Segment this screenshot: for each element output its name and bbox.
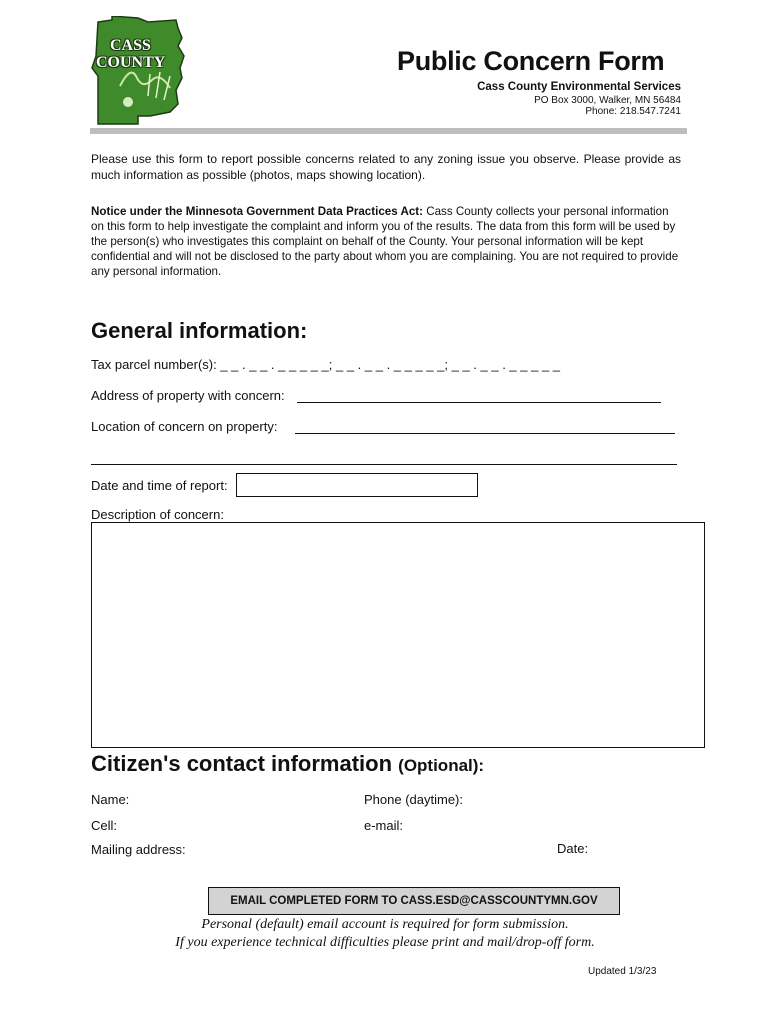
notice-body: Cass County collects your personal information on this form to help investigate the complaint and inform you of the results. The data from this form will be used by the person(s) who investigates this complaint on behalf of the County. Your personal information will be kept confidential and will not be disclosed to the party about whom you are complaining. You are not required to provide any personal information.: [91, 205, 679, 278]
description-textarea[interactable]: [91, 522, 705, 748]
general-info-heading: General information:: [91, 318, 308, 343]
date-label: Date and time of report:: [91, 478, 228, 493]
cass-county-logo: [90, 16, 185, 131]
cell-label: Cell:: [91, 818, 118, 833]
citizen-contact-heading: [91, 751, 484, 777]
tax-parcel-label: Tax parcel number(s):: [91, 357, 217, 372]
header-divider: [90, 128, 687, 134]
name-label: Name:: [91, 792, 130, 807]
location-label: Location of concern on property:: [91, 419, 278, 434]
email-label: e-mail:: [364, 818, 404, 833]
intro-paragraph: Please use this form to report possible concerns related to any zoning issue you observe. Please provide as much information as possible (photos, maps showing location).: [91, 152, 681, 182]
logo-text-cass: CASS: [110, 37, 151, 54]
logo-map-graphic: [90, 16, 185, 131]
phone-label: Phone (daytime):: [364, 792, 463, 807]
description-label: Description of concern:: [91, 507, 224, 522]
date-time-input[interactable]: [236, 473, 478, 497]
notice-heading: Notice under the Minnesota Government Data Practices Act:: [91, 205, 424, 218]
mailing-address-label: Mailing address:: [91, 842, 186, 857]
location-field[interactable]: [295, 433, 675, 434]
org-name: Cass County Environmental Services: [477, 81, 681, 93]
optional-tag: (Optional):: [398, 756, 485, 775]
address-label: Address of property with concern:: [91, 388, 285, 403]
address-field[interactable]: [297, 402, 661, 403]
form-title: Public Concern Form: [397, 46, 665, 76]
location-field-line-2[interactable]: [91, 464, 677, 465]
technical-difficulty-note: If you experience technical difficulties please print and mail/drop-off form.: [175, 935, 595, 950]
data-practices-notice: [91, 204, 681, 279]
citizen-heading-text: Citizen's contact information: [91, 751, 393, 776]
org-phone: Phone: 218.547.7241: [585, 106, 681, 117]
tax-parcel-row[interactable]: [91, 357, 560, 372]
org-address: PO Box 3000, Walker, MN 56484: [534, 95, 681, 106]
signature-date-label: Date:: [557, 841, 589, 856]
updated-date: Updated 1/3/23: [588, 966, 657, 977]
email-form-button[interactable]: EMAIL COMPLETED FORM TO CASS.ESD@CASSCOUNTYMN.GOV: [208, 887, 620, 915]
email-note: Personal (default) email account is required for form submission.: [201, 917, 569, 932]
tax-parcel-field[interactable]: _ _ . _ _ . _ _ _ _ _; _ _ . _ _ . _ _ _ _ _; _ _ . _ _ . _ _ _ _ _: [220, 357, 561, 372]
logo-text-county: COUNTY: [96, 54, 166, 71]
